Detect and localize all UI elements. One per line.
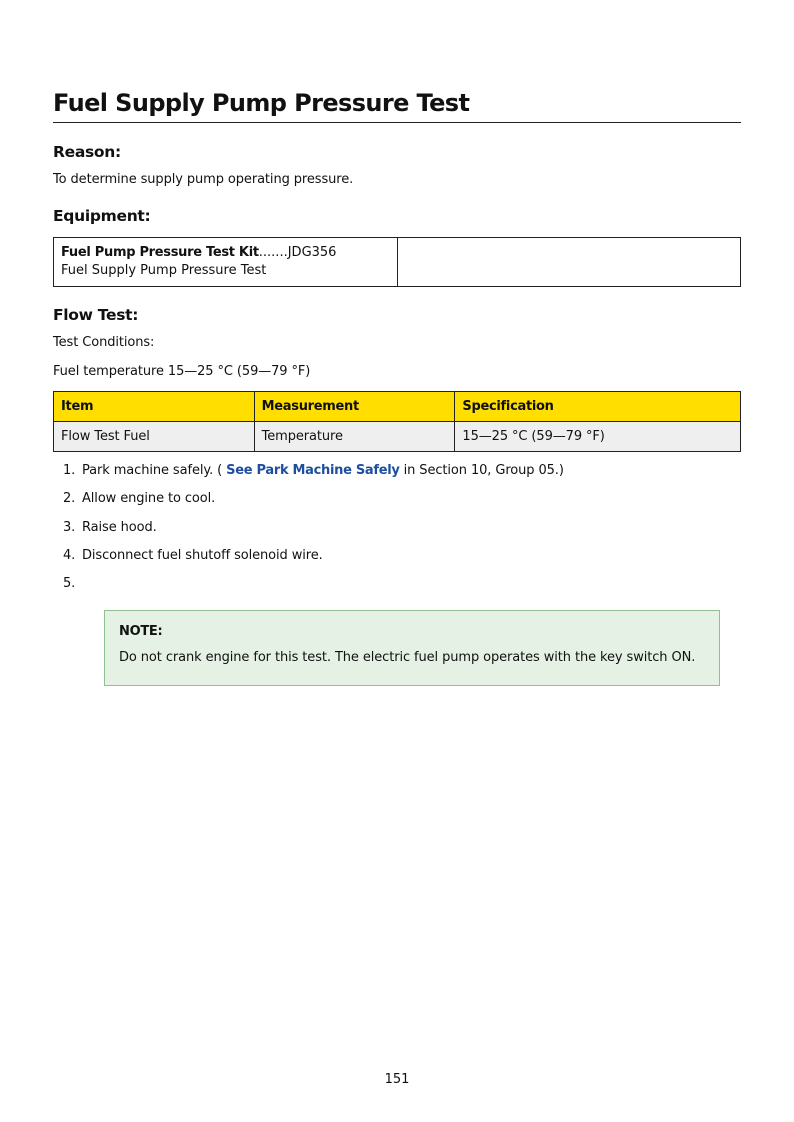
reason-heading: Reason:: [53, 143, 121, 161]
kit-name: Fuel Pump Pressure Test Kit: [61, 245, 259, 260]
step-number: 1.: [63, 463, 76, 478]
list-item: [53, 547, 564, 575]
spec-header-item: Item: [54, 392, 255, 422]
step-number: 4.: [63, 547, 76, 563]
equipment-heading: Equipment:: [53, 207, 151, 225]
page-number: 151: [384, 1072, 410, 1087]
flow-test-heading: Flow Test:: [53, 306, 139, 324]
note-title: NOTE:: [119, 624, 163, 639]
list-item: [53, 519, 564, 547]
equipment-kit-line: [61, 244, 390, 262]
spec-header-measurement: Measurement: [254, 392, 455, 422]
spec-cell-item: Flow Test Fuel: [54, 422, 255, 452]
equipment-table: [53, 237, 741, 287]
spec-cell-measurement: Temperature: [254, 422, 455, 452]
note-body: Do not crank engine for this test. The electric fuel pump operates with the key switch ON.: [119, 650, 696, 665]
page-title: Fuel Supply Pump Pressure Test: [53, 86, 741, 123]
kit-dots: .......: [258, 245, 288, 260]
step-text: Disconnect fuel shutoff solenoid wire.: [82, 547, 323, 563]
step-text: Park machine safely. (: [82, 463, 227, 478]
step-text-after: in Section 10, Group 05.): [399, 463, 564, 478]
kit-description: Fuel Supply Pump Pressure Test: [61, 263, 267, 278]
document-page: [53, 0, 741, 1122]
list-item: [53, 490, 564, 518]
spec-cell-specification: 15—25 °C (59—79 °F): [455, 422, 741, 452]
table-row: [54, 422, 741, 452]
spec-header-specification: Specification: [455, 392, 741, 422]
step-number: 2.: [63, 491, 76, 507]
step-number: 5.: [63, 576, 76, 592]
kit-code: JDG356: [287, 245, 337, 260]
list-item: [53, 462, 564, 490]
equipment-cell: [54, 238, 398, 286]
step-text: Allow engine to cool.: [82, 491, 216, 507]
procedure-steps: [53, 462, 564, 603]
note-box: [104, 610, 720, 686]
spec-header-row: [54, 392, 741, 422]
park-machine-safely-link[interactable]: See Park Machine Safely: [226, 463, 400, 478]
specification-table: [53, 391, 741, 452]
list-item: [53, 575, 564, 603]
step-text: Raise hood.: [82, 519, 157, 535]
test-conditions-label: Test Conditions:: [53, 335, 155, 350]
fuel-temperature-text: Fuel temperature 15—25 °C (59—79 °F): [53, 364, 311, 379]
step-number: 3.: [63, 519, 76, 535]
reason-text: To determine supply pump operating pressure.: [53, 172, 354, 187]
equipment-empty-cell: [398, 238, 740, 286]
